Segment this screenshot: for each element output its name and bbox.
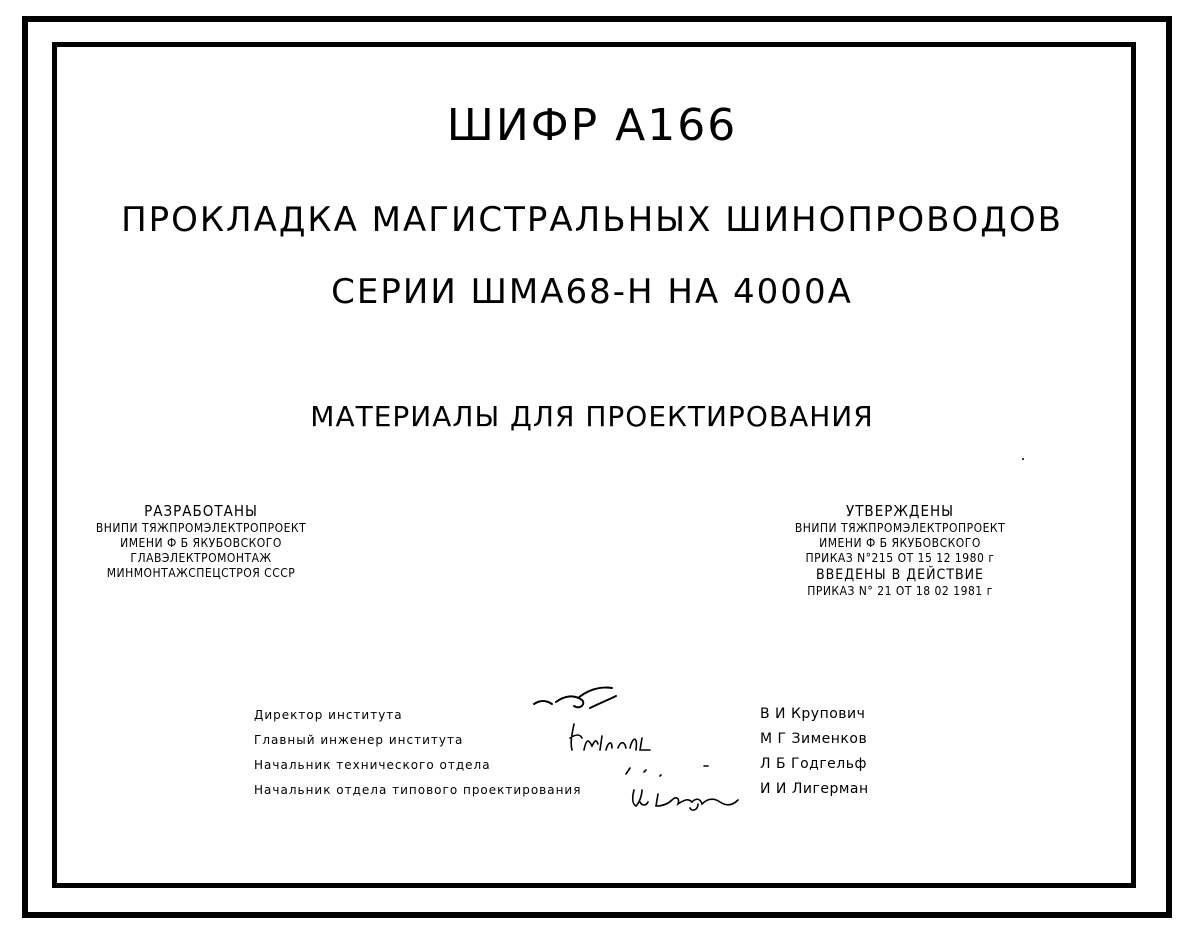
signature-chief-engineer	[566, 720, 662, 756]
approved-heading: УТВЕРЖДЕНЫ	[845, 502, 955, 520]
signature-typical-design-head	[628, 780, 746, 814]
signature-tech-head	[620, 758, 716, 780]
approved-block	[766, 502, 1034, 599]
signatory-role: Директор института	[254, 708, 403, 722]
developed-heading: РАЗРАБОТАНЫ	[144, 502, 258, 520]
signatory-row	[254, 781, 894, 806]
approved-line-1: ВНИПИ ТЯЖПРОМЭЛЕКТРОПРОЕКТ	[794, 521, 1006, 535]
subject-line-2: СЕРИИ ШМА68-Н НА 4000А	[331, 272, 853, 312]
signatory-role: Главный инженер института	[254, 733, 464, 747]
signatory-role: Начальник отдела типового проектирования	[254, 783, 582, 797]
signatory-row	[254, 756, 894, 781]
materials-heading: МАТЕРИАЛЫ ДЛЯ ПРОЕКТИРОВАНИЯ	[310, 400, 874, 433]
developed-line-4: МИНМОНТАЖСПЕЦСТРОЯ СССР	[106, 566, 296, 580]
speck-mark	[1022, 458, 1024, 460]
developed-line-2: ИМЕНИ Ф Б ЯКУБОВСКОГО	[120, 536, 282, 550]
approved-line-4: ВВЕДЕНЫ В ДЕЙСТВИЕ	[816, 567, 984, 583]
approved-line-5: ПРИКАЗ N° 21 ОТ 18 02 1981 г	[807, 584, 993, 598]
signatory-name: М Г Зименков	[760, 731, 868, 747]
signature-director	[530, 682, 620, 716]
developed-line-1: ВНИПИ ТЯЖПРОМЭЛЕКТРОПРОЕКТ	[95, 521, 307, 535]
developed-block	[70, 502, 332, 581]
signatory-name: В И Крупович	[760, 706, 866, 722]
signatory-name: Л Б Годгельф	[760, 756, 867, 772]
cipher-title: ШИФР А166	[446, 100, 738, 151]
signatory-role: Начальник технического отдела	[254, 758, 491, 772]
approved-line-2: ИМЕНИ Ф Б ЯКУБОВСКОГО	[819, 536, 981, 550]
developed-line-3: ГЛАВЭЛЕКТРОМОНТАЖ	[130, 551, 272, 565]
signatory-name: И И Лигерман	[760, 781, 869, 797]
approved-line-3: ПРИКАЗ N°215 ОТ 15 12 1980 г	[805, 551, 995, 565]
subject-line-1: ПРОКЛАДКА МАГИСТРАЛЬНЫХ ШИНОПРОВОДОВ	[121, 200, 1063, 240]
